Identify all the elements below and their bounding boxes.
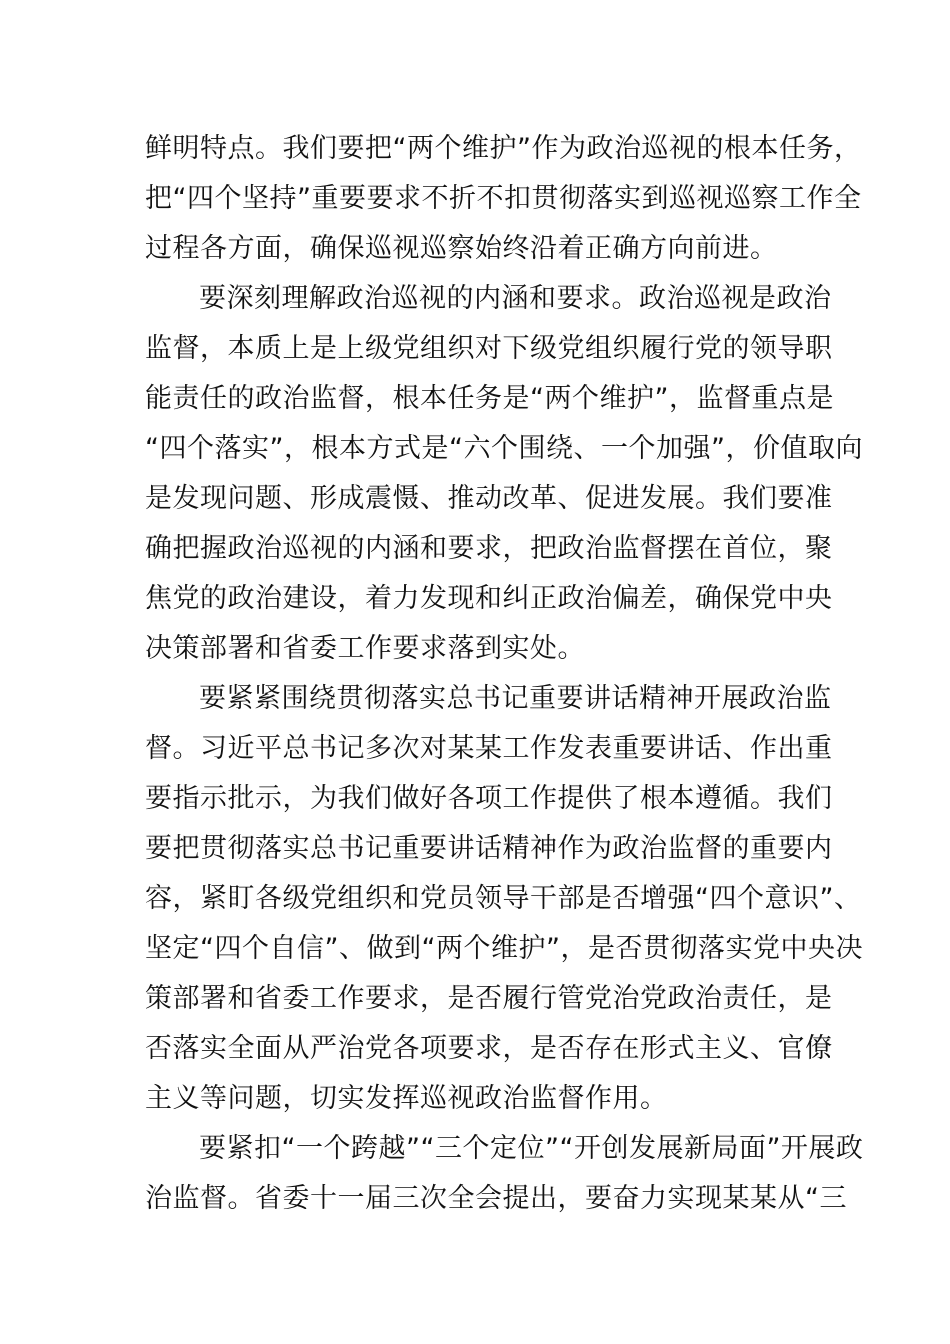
text-line: 鲜明特点。我们要把“两个维护”作为政治巡视的根本任务， <box>145 133 862 164</box>
text-line: 把“四个坚持”重要要求不折不扣贯彻落实到巡视巡察工作全 <box>145 183 862 214</box>
document-body <box>145 124 864 1224</box>
text-line: 过程各方面，确保巡视巡察始终沿着正确方向前进。 <box>145 233 778 264</box>
text-line: 是发现问题、形成震慑、推动改革、促进发展。我们要准 <box>145 483 833 514</box>
paragraph-speech-spirit-supervision <box>145 674 863 1124</box>
paragraph-political-inspection-meaning <box>145 274 863 674</box>
text-line: 能责任的政治监督，根本任务是“两个维护”，监督重点是 <box>145 383 834 414</box>
text-line: 容，紧盯各级党组织和党员领导干部是否增强“四个意识”、 <box>145 883 862 914</box>
text-line: 否落实全面从严治党各项要求，是否存在形式主义、官僚 <box>145 1033 833 1064</box>
text-line: 督。习近平总书记多次对某某工作发表重要讲话、作出重 <box>145 733 833 764</box>
text-line: 监督，本质上是上级党组织对下级党组织履行党的领导职 <box>145 333 833 364</box>
text-line: 要紧扣“一个跨越”“三个定位”“开创发展新局面”开展政 <box>199 1133 864 1164</box>
text-line: 要紧紧围绕贯彻落实总书记重要讲话精神开展政治监 <box>199 683 832 714</box>
text-line: 要把贯彻落实总书记重要讲话精神作为政治监督的重要内 <box>145 833 833 864</box>
paragraph-development-supervision <box>145 1124 864 1224</box>
text-line: 治监督。省委十一届三次全会提出，要奋力实现某某从“三 <box>145 1183 847 1214</box>
text-line: 决策部署和省委工作要求落到实处。 <box>145 633 585 664</box>
text-line: 焦党的政治建设，着力发现和纠正政治偏差，确保党中央 <box>145 583 833 614</box>
text-line: 坚定“四个自信”、做到“两个维护”，是否贯彻落实党中央决 <box>145 933 863 964</box>
text-line: 策部署和省委工作要求，是否履行管党治党政治责任，是 <box>145 983 833 1014</box>
text-line: 要指示批示，为我们做好各项工作提供了根本遵循。我们 <box>145 783 833 814</box>
text-line: 主义等问题，切实发挥巡视政治监督作用。 <box>145 1083 668 1114</box>
text-line: “四个落实”，根本方式是“六个围绕、一个加强”，价值取向 <box>145 433 863 464</box>
paragraph-continuation <box>145 124 862 274</box>
text-line: 要深刻理解政治巡视的内涵和要求。政治巡视是政治 <box>199 283 832 314</box>
text-line: 确把握政治巡视的内涵和要求，把政治监督摆在首位，聚 <box>145 533 833 564</box>
